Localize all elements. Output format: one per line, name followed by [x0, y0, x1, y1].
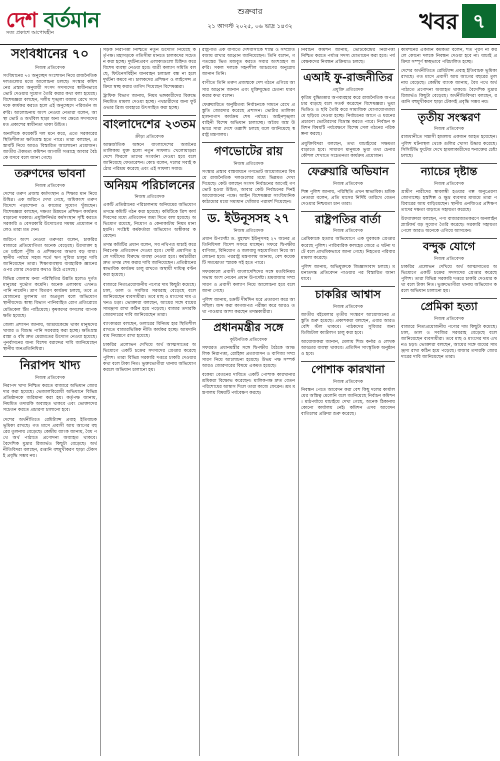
article [301, 211, 395, 283]
byline: নিজস্ব প্রতিবেদক [433, 181, 465, 187]
byline: নিজস্ব প্রতিবেদক [332, 380, 364, 386]
column-3 [202, 48, 295, 756]
article-paragraph: আন্তর্জাতিক অঙ্গনে বাংলাদেশের অর্জনের তালিকায় যুক্ত হলো নতুন সাফল্য। খেলোয়াড়রা দেশে ফিরলে তাদের সংবর্ধনা দেওয়া হবে বলে জানিয়েছে ফেডারেশন। কোচ বলেন, দলের সবাই কঠোর পরিশ্রম করেছে এবং এই সাফল্য সবার। [103, 142, 196, 173]
article-paragraph: রাজধানীতে সন্ত্রাসী হামলায় একজন আহত হয়েছেন। পুলিশ ঘটনাস্থল থেকে গুলির খোসা উদ্ধার করেছে। সিসিটিভি ফুটেজ দেখে হামলাকারীদের শনাক্তের চেষ্টা চলছে। [401, 135, 497, 159]
byline: নিজস্ব প্রতিবেদক [332, 181, 364, 187]
byline: নিজস্ব প্রতিবেদক [433, 316, 465, 322]
article [202, 209, 295, 316]
article-paragraph: বকেয়া বেতনের দাবিতে একটি পোশাক কারখানার শ্রমিকরা বিক্ষোভ করেছেন। মালিকপক্ষ দ্রুত বেতন পরিশোধের আশ্বাস দিলে তারা কাজে ফেরেন। শ্রম মন্ত্রণালয় বিষয়টি পর্যবেক্ষণ করছে। [202, 373, 295, 397]
headline: তরুণদের ভাবনা [14, 167, 86, 181]
headline: ড. ইউনূসসহ ২৭ [207, 211, 290, 226]
article-paragraph: শিল্প পুলিশ জানায়, পরিস্থিতি এখন স্বাভাবিক। শ্রমিক নেতারা বলেন, প্রতি মাসের নির্দিষ্ট তারিখে বেতন দেওয়ার নিশ্চয়তা চান তারা। [301, 189, 395, 207]
article-paragraph: দেশের অর্থনীতিতে রেমিট্যান্স প্রবাহ ইতিবাচক ভূমিকা রাখছে। গত মাসে প্রবাসী আয় আগের বছরের তুলনায় বেড়েছে। কেন্দ্রীয় ব্যাংক জানায়, বৈধ পথে অর্থ পাঠাতে প্রণোদনা অব্যাহত থাকবে। বৈদেশিক মুদ্রার রিজার্ভও কিছুটা বেড়েছে। অর্থনীতিবিদরা বলছেন, রপ্তানি বহুমুখীকরণ ছাড়া টেকসই প্রবৃদ্ধি সম্ভব নয়। [401, 69, 497, 105]
headline: সংবিধানের ৭০ [11, 48, 89, 62]
byline: নিজস্ব প্রতিবেদক [34, 376, 66, 382]
byline: নিজস্ব প্রতিবেদক [134, 195, 165, 201]
article [202, 319, 295, 397]
article [301, 286, 395, 358]
column-divider [100, 48, 101, 756]
headline: অনিয়ম পরিচালনের [104, 178, 195, 193]
column-5 [401, 48, 497, 756]
headline: চাকরির আশ্বাস [315, 288, 381, 302]
article-paragraph: সংবিধানের ৭০ অনুচ্ছেদ সংশোধন নিয়ে রাজনৈতিক দলগুলোর মধ্যে আলোচনা চলছে। সংস্কার কমিশনের প্রস্তাব অনুযায়ী সংসদ সদস্যদের স্বাধীনভাবে ভোট দেওয়ার সুযোগ তৈরি করার কথা বলা হয়েছে। বিশেষজ্ঞরা বলছেন, দলীয় শৃঙ্খলা বজায় রেখে সংসদকে কার্যকর করতে হলে এই অনুচ্ছেদে পরিবর্তন জরুরি। আলোচনায় অংশ নেওয়া নেতারা বলেন, আস্থা ভোট ও অর্থবিল ছাড়া অন্য সব ক্ষেত্রে সদস্যদের মত প্রকাশের স্বাধীনতা থাকা উচিত। [3, 73, 97, 128]
article [3, 165, 97, 353]
article [3, 356, 97, 460]
section-title: খবর [419, 9, 458, 35]
headline: ফেব্রুয়ারি অভিযান [307, 164, 389, 178]
article-paragraph: সফরকালে প্রবাসী বাংলাদেশিদের সঙ্গে মতবিনিময় সভায় অংশ নেবেন প্রধান উপদেষ্টা। শ্রমবাজার সম্প্রসারণ ও প্রবাসী কল্যাণ নিয়ে আলোচনা হবে বলে জানা গেছে। [202, 270, 295, 294]
day-label: শুক্রবার [237, 7, 263, 16]
article-paragraph: জেলা প্রশাসন জানায়, আশ্রয়কেন্দ্রে থাকা মানুষদের খাবার ও বিশুদ্ধ পানি সরবরাহ করা হচ্ছে। ক্ষতিগ্রস্ত রাস্তা ও বাঁধ দ্রুত মেরামতের উদ্যোগ নেওয়া হয়েছে। পুনর্বাসনের জন্য বিশেষ বরাদ্দের দাবি জানিয়েছেন স্থানীয় জনপ্রতিনিধিরা। [3, 322, 97, 353]
article-paragraph: ফেব্রুয়ারিতে অনুষ্ঠিতব্য নির্বাচনকে সামনে রেখে প্রস্তুতি জোরদার করেছে প্রশাসন। ভোটার তালিকা হালনাগাদ কার্যক্রম শেষ পর্যায়ে। আইনশৃঙ্খলা বাহিনী বিশেষ অভিযান চালাচ্ছে। অবৈধ অস্ত্র উদ্ধারে সারা দেশে তল্লাশি চলছে বলে জানিয়েছে স্বরাষ্ট্র মন্ত্রণালয়। [202, 102, 295, 139]
masthead [0, 0, 500, 45]
column-divider [298, 48, 299, 756]
article-paragraph: আয়োজকরা জানান, মেলায় শিশু কর্নার ও লেখক আড্ডার ব্যবস্থা থাকবে। প্রতিদিন সাংস্কৃতিক অনুষ্ঠানও হবে। [301, 340, 395, 358]
article [401, 238, 497, 295]
article-paragraph: নিবন্ধন পেতে আবেদন করা বেশ কিছু দলের কার্যালয়ের অস্তিত্ব মেলেনি বলে জানিয়েছে নির্বাচন কমিশন। মাঠপর্যায়ে যাচাইয়ে দেখা গেছে, অনেক ঠিকানায় কোনো কার্যালয় নেই। কমিশন এসব আবেদন বাতিলের প্রক্রিয়া শুরু করেছে। [301, 388, 395, 418]
byline: নিজস্ব প্রতিবেদক [332, 304, 364, 310]
article-paragraph: অন্যদিকে কয়েকটি দল মনে করে, এতে সরকারের স্থিতিশীলতা ক্ষতিগ্রস্ত হতে পারে। তারা বলছেন, প্রস্তাবটি নিয়ে আরও বিস্তারিত আলোচনা প্রয়োজন। জাতীয় ঐকমত্য কমিশন আগামী সপ্তাহে আবার বৈঠকে বসবে বলে জানা গেছে। [3, 131, 97, 162]
headline: বাংলাদেশের ২৩তম [103, 116, 196, 131]
headline: নিরাপদ খাদ্য [19, 358, 81, 373]
article-paragraph: প্রধান উপদেষ্টা ড. মুহাম্মদ ইউনূসসহ ২৭ জনের প্রতিনিধিদল বিদেশ সফরে যাচ্ছেন। সফরে দ্বিপক্ষীয় বাণিজ্য, বিনিয়োগ ও জলবায়ু সহযোগিতা নিয়ে আলোচনা হবে। পররাষ্ট্র মন্ত্রণালয় জানায়, বেশ কয়েকটি সমঝোতা স্মারক সই হতে পারে। [202, 236, 295, 267]
byline: নিজস্ব প্রতিবেদক [332, 229, 364, 235]
headline: বন্দুক যোগে [422, 240, 476, 254]
column-divider [199, 48, 200, 756]
article-paragraph: জাতীয় বইমেলার তৃতীয় সংস্করণ আয়োজনের প্রস্তুতি শুরু হয়েছে। প্রকাশকরা বলছেন, এবার আরও বেশি স্টল থাকবে। পাঠকদের সুবিধার জন্য ডিজিটাল ক্যাটালগ চালু করা হবে। [301, 312, 395, 336]
headline: তৃতীয় সংস্করণ [417, 110, 481, 124]
tagline: সত্য প্রকাশে আপোষহীন [6, 30, 54, 36]
article-paragraph: কমিশনের একজন কর্মকর্তা বলেন, শর্ত পূরণ না করলে কোনো দলকে নিবন্ধন দেওয়া হবে না। যাচাই প্রক্রিয়া সম্পূর্ণ স্বচ্ছভাবে পরিচালিত হচ্ছে। [401, 48, 497, 66]
column-4 [301, 48, 395, 756]
article [103, 115, 196, 173]
article-paragraph: জরিপে অংশ নেওয়া তরুণরা বলেন, চাকরির বাজারে প্রতিযোগিতা অনেক বেড়েছে। উদ্যোক্তা হতে চাইলে পুঁজি ও প্রশিক্ষণের অভাব বড় বাধা। স্থানীয় পর্যায়ে সহজ শর্তে ঋণ সুবিধা চালুর দাবি জানিয়েছেন তারা। শিক্ষাব্যবস্থায় ব্যবহারিক জ্ঞানের ওপর জোর দেওয়ার কথাও উঠে এসেছে। [3, 237, 97, 274]
article-paragraph: উদ্যোক্তারা বলছেন, পণ্য বাজারজাতকরণে অনলাইন প্ল্যাটফর্ম বড় সুযোগ তৈরি করেছে। সরকারি সহায়তা পেলে আরও অনেকে এগিয়ে আসবেন। [401, 216, 497, 235]
headline: ন্যাচের দৃষ্টান্ত [420, 164, 478, 178]
dateline [140, 6, 360, 32]
article-paragraph: চাকরির প্রলোভন দেখিয়ে অর্থ আত্মসাতের অভিযোগে একটি চক্রের সদস্যদের গ্রেপ্তার করেছে পুলিশ। তারা বিভিন্ন সরকারি দপ্তরে চাকরি দেওয়ার কথা বলে টাকা নিত। ভুক্তভোগীরা থানায় অভিযোগ করলে অভিযান চালানো হয়। [401, 264, 497, 295]
article-paragraph: ট্রাফিক বিভাগ জানায়, নিয়ম ভঙ্গকারীদের বিরুদ্ধে নিয়মিত মামলা দেওয়া হচ্ছে। পথচারীদের জন্য ফুটওভার ব্রিজ ব্যবহারে উৎসাহিত করা হচ্ছে। [103, 93, 196, 111]
article-paragraph: গ্রামীণ নারীদের স্বাবলম্বী হওয়ার গল্প অনুপ্রেরণা জোগাচ্ছে। হস্তশিল্প ও ক্ষুদ্র ব্যবসার মাধ্যমে তারা পরিবারের আয় বাড়িয়েছেন। স্থানীয় এনজিওর প্রশিক্ষণ তাদের দক্ষতা বাড়াতে সহায়তা করেছে। [401, 189, 497, 213]
article-paragraph: পুলিশ জানায়, অভিযুক্তকে জিজ্ঞাসাবাদ চলছে। ময়নাতদন্ত প্রতিবেদন পাওয়ার পর বিস্তারিত জানা যাবে। [301, 264, 395, 282]
article [3, 48, 97, 162]
byline: ক্রীড়া প্রতিবেদক [135, 134, 164, 140]
article-paragraph: নির্বাচন কমিশন জানায়, ভোটকেন্দ্রের নিরাপত্তা নিশ্চিত করতে পর্যাপ্ত সদস্য মোতায়েন করা হবে। পর্যবেক্ষকদের নিবন্ধন প্রক্রিয়াও চলছে। [301, 48, 395, 66]
article [401, 163, 497, 235]
article-paragraph: সংস্কার প্রস্তাব বাস্তবায়নে গণভোট আয়োজনের বিষয়ে রাজনৈতিক দলগুলোর মধ্যে ভিন্নমত দেখা দিয়েছে। কেউ বলছেন সংসদ নির্বাচনের আগেই গণভোট হওয়া উচিত, আবার কেউ নির্বাচনের দিনই আয়োজনের পক্ষে। আইন বিশেষজ্ঞরা সাংবিধানিক কাঠামোর মধ্যে সমাধান খোঁজার পরামর্শ দিয়েছেন। [202, 169, 295, 205]
byline: নিজস্ব প্রতিবেদক [34, 183, 66, 189]
article [301, 163, 395, 208]
headline: পোশাক কারখানা [311, 363, 385, 377]
column-1 [3, 48, 97, 756]
byline: নিজস্ব প্রতিবেদক [34, 65, 66, 71]
article [301, 69, 395, 160]
page-number: ৭ [462, 4, 496, 38]
article-paragraph: রাষ্ট্রপতি এক বাণীতে দেশবাসীকে শান্তি ও সম্প্রীতি বজায় রাখার আহ্বান জানিয়েছেন। তিনি বলেন, গণতন্ত্রের ভিত মজবুত করতে সবার অংশগ্রহণ জরুরি। সকল দলকে সহনশীল আচরণের অনুরোধ জানান তিনি। [202, 48, 295, 78]
headline: প্রধানমন্ত্রীর সঙ্গে [213, 321, 284, 335]
byline: নিজস্ব প্রতিবেদক [433, 127, 465, 133]
column-2 [103, 48, 196, 756]
article-paragraph: কৃত্রিম বুদ্ধিমত্তার অপব্যবহার করে রাজনৈতিক অপপ্রচার বাড়ছে বলে সতর্ক করেছেন বিশেষজ্ঞরা। ভুয়া ভিডিও ও ছবি তৈরি করে সামাজিক যোগাযোগমাধ্যমে ছড়িয়ে দেওয়া হচ্ছে। নির্বাচনের আগে এ ধরনের প্রচারণা ভোটারদের বিভ্রান্ত করতে পারে। নির্বাচন কমিশন বিষয়টি পর্যবেক্ষণে বিশেষ সেল গঠনের পরিকল্পনা করছে। [301, 95, 395, 138]
column-divider [398, 48, 399, 756]
newspaper-logo: দেশ বর্তমান [6, 7, 100, 32]
article-paragraph: একটি প্রতিষ্ঠানের পরিচালনায় অনিয়মের অভিযোগ তদন্তে কমিটি গঠন করা হয়েছে। কমিটিকে ত্রিশ কার্যদিবসের মধ্যে প্রতিবেদন জমা দিতে বলা হয়েছে। অভিযোগ রয়েছে, নিয়োগ ও কেনাকাটায় নিয়ম মানা হয়নি। সংশ্লিষ্ট কর্মকর্তারা অভিযোগ অস্বীকার করেছেন। [103, 203, 196, 239]
headline: গণভোটের রায় [214, 144, 283, 159]
byline: নিজস্ব প্রতিবেদক [233, 161, 264, 167]
article [301, 361, 395, 418]
headline: রাষ্ট্রপতির বার্তা [315, 212, 381, 226]
article-paragraph: সড়ক নিরাপত্তা নিশ্চিতে নতুন উদ্যোগ নিয়েছে কর্তৃপক্ষ। মহাসড়কে গতিসীমা মানতে চালকদের সচেতন করা হচ্ছে। দুর্ঘটনাপ্রবণ এলাকাগুলো চিহ্নিত করে বিশেষ ব্যবস্থা নেওয়া হবে। যাত্রী কল্যাণ সমিতি বলছে, ফিটনেসবিহীন যানবাহন চলাচল বন্ধ না হলে দুর্ঘটনা কমবে না। চালকদের প্রশিক্ষণ ও লাইসেন্স প্রক্রিয়া স্বচ্ছ করার তাগিদ দিয়েছেন বিশেষজ্ঞরা। [103, 48, 196, 90]
headline: প্রেমিকা হত্যা [420, 300, 478, 314]
article-paragraph: বিভিন্ন জেলায় বন্যা পরিস্থিতির উন্নতি হলেও দুর্গত মানুষের দুর্ভোগ কমেনি। অনেক এলাকায় এখনও পানি নামেনি। ত্রাণ বিতরণ কার্যক্রম চলছে, তবে প্রয়োজনের তুলনায় তা অপ্রতুল বলে অভিযোগ স্থানীয়দের। স্বাস্থ্য বিভাগ পানিবাহিত রোগ প্রতিরোধে মেডিকেল টিম পাঠিয়েছে। কৃষকদের ফসলের ব্যাপক ক্ষতি হয়েছে। [3, 277, 97, 319]
headline: এআই ফু-রাজনীতির [303, 71, 393, 85]
article-paragraph: প্রযুক্তিবিদরা বলছেন, তথ্য যাচাইয়ের সক্ষমতা বাড়াতে হবে। সাধারণ মানুষকে ভুয়া তথ্য চেনার কৌশল শেখাতে সচেতনতা কার্যক্রম প্রয়োজন। [301, 141, 395, 159]
article [202, 142, 295, 206]
article-paragraph: বাণীতে তিনি তরুণ প্রজন্মকে দেশ গঠনে এগিয়ে আসার আহ্বান জানান এবং মুক্তিযুদ্ধের চেতনা ধারণ করার কথা বলেন। [202, 81, 295, 99]
article [103, 176, 196, 374]
article-paragraph: ব্যাংকাররা বলছেন, ডলারের বিনিময় হার স্থিতিশীল রাখতে বাজারভিত্তিক নীতি কার্যকর হচ্ছে। আমদানি ব্যয় নিয়ন্ত্রণে রাখা হয়েছে। [103, 322, 196, 340]
article-paragraph: দেশের অর্থনীতিতে রেমিট্যান্স প্রবাহ ইতিবাচক ভূমিকা রাখছে। গত মাসে প্রবাসী আয় আগের বছরের তুলনায় বেড়েছে। কেন্দ্রীয় ব্যাংক জানায়, বৈধ পথে অর্থ পাঠাতে প্রণোদনা অব্যাহত থাকবে। বৈদেশিক মুদ্রার রিজার্ভও কিছুটা বেড়েছে। অর্থনীতিবিদরা বলছেন, রপ্তানি বহুমুখীকরণ ছাড়া টেকসই প্রবৃদ্ধি সম্ভব নয়। [3, 417, 97, 460]
article [401, 109, 497, 160]
article-paragraph: চাকরির প্রলোভন দেখিয়ে অর্থ আত্মসাতের অভিযোগে একটি চক্রের সদস্যদের গ্রেপ্তার করেছে পুলিশ। তারা বিভিন্ন সরকারি দপ্তরে চাকরি দেওয়ার কথা বলে টাকা নিত। ভুক্তভোগীরা থানায় অভিযোগ করলে অভিযান চালানো হয়। [103, 343, 196, 373]
article-paragraph: প্রেমিকাকে হত্যার অভিযোগে এক যুবককে গ্রেপ্তার করেছে পুলিশ। পারিবারিক কলহের জেরে এ ঘটনা ঘটে বলে প্রাথমিকভাবে জানা গেছে। নিহতের পরিবার মামলা করেছে। [301, 237, 395, 261]
article-paragraph: পুলিশ জানায়, চক্রটি দীর্ঘদিন ধরে প্রতারণা করে আসছিল। জব্দ করা কাগজপত্র পরীক্ষা করে আরও তথ্য পাওয়ার আশা করছেন তদন্তকারীরা। [202, 297, 295, 315]
byline: কূটনৈতিক প্রতিবেদক [229, 337, 268, 343]
article-paragraph: সফররত প্রধানমন্ত্রীর সঙ্গে দ্বিপক্ষীয় বৈঠকে আঞ্চলিক নিরাপত্তা, রোহিঙ্গা প্রত্যাবাসন ও বাণিজ্য সম্প্রসারণ নিয়ে আলোচনা হয়েছে। উভয় পক্ষ সম্পর্ক আরও জোরদারের বিষয়ে একমত হয়েছে। [202, 345, 295, 369]
byline: নিজস্ব প্রতিবেদক [233, 228, 264, 234]
byline: নিজস্ব প্রতিবেদক [433, 256, 465, 262]
article-paragraph: বাজারে নিত্যপ্রয়োজনীয় পণ্যের দাম কিছুটা কমেছে। চাল, ডাল ও সবজির সরবরাহ বেড়েছে বলে জানিয়েছেন ব্যবসায়ীরা। তবে মাছ ও মাংসের দাম এখনও চড়া। ভোক্তারা বলছেন, আয়ের সঙ্গে ব্যয়ের সামঞ্জস্য রাখা কঠিন হয়ে পড়েছে। বাজার তদারকি জোরদারের দাবি জানিয়েছেন তারা। [401, 324, 497, 361]
article-paragraph: দেশের তরুণ প্রজন্ম কর্মসংস্থান ও শিক্ষার মান নিয়ে উদ্বিগ্ন। এক জরিপে দেখা গেছে, অধিকাংশ তরুণ বিদেশে পড়াশোনা ও কাজের সুযোগ খুঁজছেন। বিশেষজ্ঞরা বলছেন, দক্ষতা উন্নয়নে প্রশিক্ষণ কার্যক্রম বাড়ানো দরকার। প্রযুক্তিনির্ভর কর্মসংস্থান সৃষ্টি করতে সরকারি ও বেসরকারি উদ্যোগের সমন্বয় প্রয়োজন বলেও তারা মত দেন। [3, 191, 97, 234]
article-paragraph: বাজারে নিত্যপ্রয়োজনীয় পণ্যের দাম কিছুটা কমেছে। চাল, ডাল ও সবজির সরবরাহ বেড়েছে বলে জানিয়েছেন ব্যবসায়ীরা। তবে মাছ ও মাংসের দাম এখনও চড়া। ভোক্তারা বলছেন, আয়ের সঙ্গে ব্যয়ের সামঞ্জস্য রাখা কঠিন হয়ে পড়েছে। বাজার তদারকি জোরদারের দাবি জানিয়েছেন তারা। [103, 282, 196, 319]
byline: প্রযুক্তি প্রতিবেদক [332, 87, 364, 93]
article-paragraph: তদন্ত কমিটির প্রধান বলেন, সব নথিপত্র যাচাই করে নিরপেক্ষ প্রতিবেদন দেওয়া হবে। দোষী প্রমাণিত হলে দায়ীদের বিরুদ্ধে ব্যবস্থা নেওয়া হবে। কর্মচারীরা দ্রুত তদন্ত শেষ করার দাবি জানিয়েছেন। প্রতিষ্ঠানের স্বাভাবিক কার্যক্রম চালু রাখতে অস্থায়ী দায়িত্ব বণ্টন করা হয়েছে। [103, 242, 196, 279]
article [401, 298, 497, 361]
article-paragraph: নিরাপদ খাদ্য নিশ্চিত করতে বাজারে অভিযান জোরদার করা হয়েছে। ভেজালবিরোধী অভিযানে বিভিন্ন প্রতিষ্ঠানকে জরিমানা করা হয়। কর্তৃপক্ষ জানায়, নিয়মিত তদারকি অব্যাহত থাকবে এবং ভোক্তাদের সচেতন করতে প্রচারণা চালানো হবে। [3, 384, 97, 414]
date-label: ২১ আগস্ট ২০২৫, ০৬ ভাদ্র ১৪৩২ [207, 23, 293, 30]
